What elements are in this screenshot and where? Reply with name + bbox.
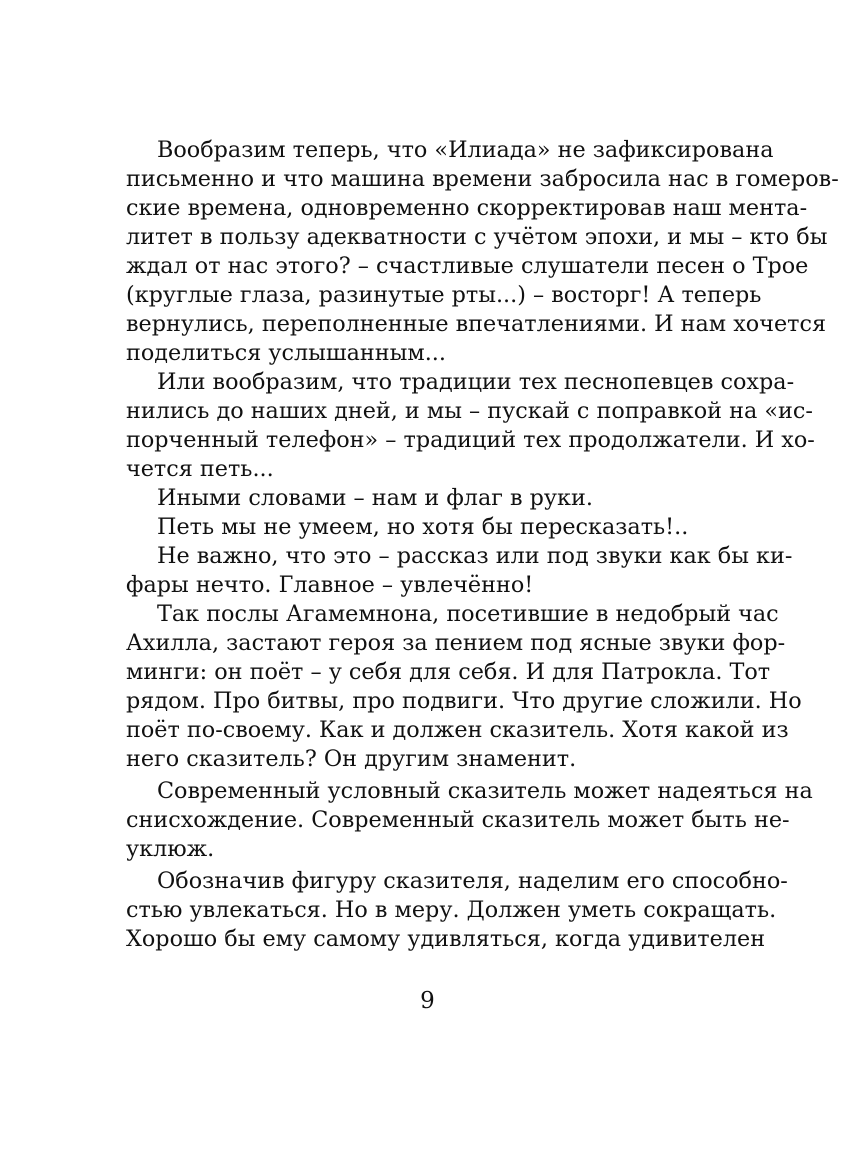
text-line: рядом. Про битвы, про подвиги. Что другие сложили. Но xyxy=(126,688,802,714)
text-line: снисхождение. Современный сказитель может быть не- xyxy=(126,807,790,833)
paragraph xyxy=(126,600,802,774)
text-line: литет в пользу адекватности с учётом эпохи, и мы – кто бы xyxy=(126,224,828,250)
text-line: поделиться услышанным... xyxy=(126,340,446,366)
text-line: уклюж. xyxy=(126,836,215,862)
text-line: (круглые глаза, разинутые рты...) – восторг! А теперь xyxy=(126,282,762,308)
text-line: стью увлекаться. Но в меру. Должен уметь сокращать. xyxy=(126,897,777,923)
text-line: ждал от нас этого? – счастливые слушатели песен о Трое xyxy=(126,253,809,279)
text-line: нились до наших дней, и мы – пускай с поправкой на «ис- xyxy=(126,398,813,424)
text-line: Обозначив фигуру сказителя, наделим его способно- xyxy=(157,868,788,894)
text-line: вернулись, переполненные впечатлениями. И нам хочется xyxy=(126,311,827,337)
text-line: поёт по-своему. Как и должен сказитель. Хотя какой из xyxy=(126,717,789,743)
body-text xyxy=(126,136,839,954)
text-line: Или вообразим, что традиции тех песнопевцев сохра- xyxy=(157,369,795,395)
text-line: ские времена, одновременно скорректировав наш мента- xyxy=(126,195,808,221)
text-line: порченный телефон» – традиций тех продолжатели. И хо- xyxy=(126,427,815,453)
paragraph xyxy=(126,136,839,368)
text-line: Современный условный сказитель может надеяться на xyxy=(157,778,813,804)
paragraph xyxy=(126,777,813,864)
text-line: Так послы Агамемнона, посетившие в недобрый час xyxy=(157,601,779,627)
paragraph xyxy=(126,513,708,542)
paragraph xyxy=(126,867,788,954)
text-line: Ахилла, застают героя за пением под ясные звуки фор- xyxy=(126,630,786,656)
paragraph xyxy=(126,368,815,484)
text-line: Хорошо бы ему самому удивляться, когда удивителен xyxy=(126,926,766,952)
text-line: Не важно, что это – рассказ или под звуки как бы ки- xyxy=(157,543,793,569)
text-line: чется петь... xyxy=(126,456,274,482)
text-line: фары нечто. Главное – увлечённо! xyxy=(126,572,534,598)
text-line: письменно и что машина времени забросила нас в гомеров- xyxy=(126,166,839,192)
paragraph xyxy=(126,484,708,513)
text-line: Вообразим теперь, что «Илиада» не зафиксирована xyxy=(157,137,774,163)
text-line: Петь мы не умеем, но хотя бы пересказать!.. xyxy=(157,514,689,540)
text-line: минги: он поёт – у себя для себя. И для Патрокла. Тот xyxy=(126,659,771,685)
text-line: Иными словами – нам и флаг в руки. xyxy=(157,485,593,511)
text-line: него сказитель? Он другим знаменит. xyxy=(126,746,577,772)
paragraph xyxy=(126,542,793,600)
page-number: 9 xyxy=(420,988,435,1014)
